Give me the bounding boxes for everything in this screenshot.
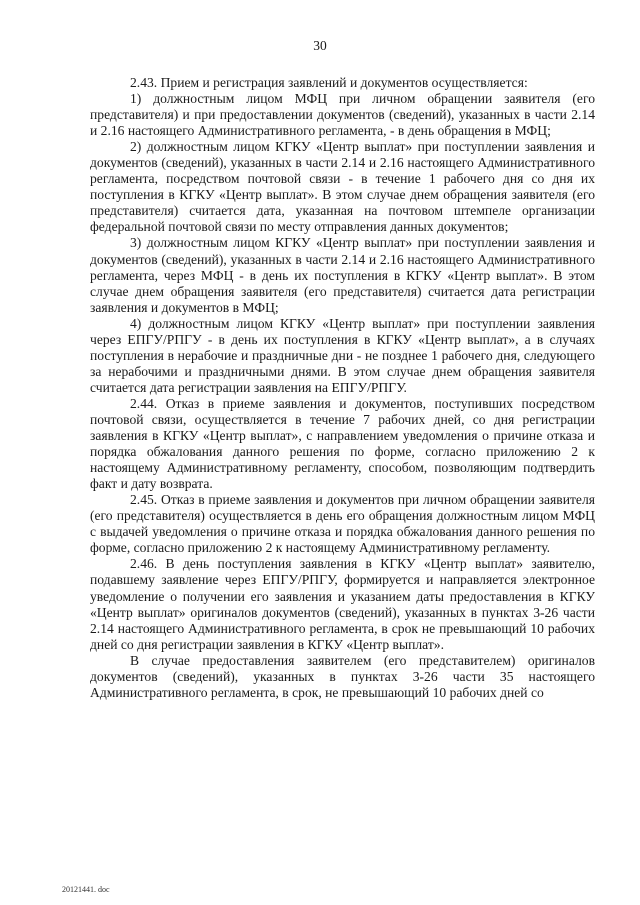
paragraph-2-43: 2.43. Прием и регистрация заявлений и документов осуществляется: xyxy=(130,75,528,90)
footer-filename: 20121441. doc xyxy=(62,885,110,894)
paragraph-2-45: 2.45. Отказ в приеме заявления и документов при личном обращении заявителя (его представителя) осуществляется в день его обращения должностным лицом МФЦ с выдачей уведомления о причине отказа и порядка обжалования данного решения по форме, согласно приложению 2 к настоящему Административному регламенту. xyxy=(90,492,595,556)
paragraph-2-43-item-4: 4) должностным лицом КГКУ «Центр выплат» при поступлении заявления через ЕПГУ/РПГУ - в день их поступления в КГКУ «Центр выплат», а в случаях поступления в нерабочие и праздничные дни - не позднее 1 рабочего дня, следующего за нерабочими и праздничными днями. В этом случае днем обращения заявителя считается дата регистрации заявления на ЕПГУ/РПГУ. xyxy=(90,315,595,395)
paragraph-2-43-item-1: 1) должностным лицом МФЦ при личном обращении заявителя (его представителя) и при предоставлении документов (сведений), указанных в части 2.14 и 2.16 настоящего Административного регламента, - в день обращения в МФЦ; xyxy=(90,91,595,139)
paragraph-continuation: В случае предоставления заявителем (его представителем) оригиналов документов (сведений), указанных в пунктах 3-26 части 35 настоящего Административного регламента, в срок, не превышающий 10 рабочих дней со xyxy=(90,652,595,700)
page-number: 30 xyxy=(313,38,327,53)
paragraph-2-46: 2.46. В день поступления заявления в КГКУ «Центр выплат» заявителю, подавшему заявление через ЕПГУ/РПГУ, формируется и направляется электронное уведомление о получении его заявления и указанием даты предоставления в КГКУ «Центр выплат» оригиналов документов (сведений), указанных в пунктах 3-26 части 2.14 настоящего Административного регламента, в срок не превышающий 10 рабочих дней со дня регистрации заявления в КГКУ «Центр выплат». xyxy=(90,556,595,652)
paragraph-2-44: 2.44. Отказ в приеме заявления и документов, поступивших посредством почтовой связи, осуществляется в течение 7 рабочих дней, со дня регистрации заявления в КГКУ «Центр выплат», с направлением уведомления о причине отказа и порядка обжалования данного решения по форме, согласно приложению 2 к настоящему Административному регламенту, способом, позволяющим подтвердить факт и дату возврата. xyxy=(90,395,595,492)
document-body xyxy=(90,75,595,701)
paragraph-2-43-item-2: 2) должностным лицом КГКУ «Центр выплат» при поступлении заявления и документов (сведений), указанных в части 2.14 и 2.16 настоящего Административного регламента, посредством почтовой связи - в течение 1 рабочего дня со дня их поступления в КГКУ «Центр выплат». В этом случае днем обращения заявителя (его представителя) считается дата, указанная на почтовом штемпеле организации федеральной почтовой связи по месту отправления данных документов; xyxy=(90,139,595,235)
paragraph-2-43-item-3: 3) должностным лицом КГКУ «Центр выплат» при поступлении заявления и документов (сведений), указанных в части 2.14 и 2.16 настоящего Административного регламента, через МФЦ - в день их поступления в КГКУ «Центр выплат». В этом случае днем обращения заявителя (его представителя) считается дата регистрации заявления и документов в МФЦ; xyxy=(90,235,595,315)
